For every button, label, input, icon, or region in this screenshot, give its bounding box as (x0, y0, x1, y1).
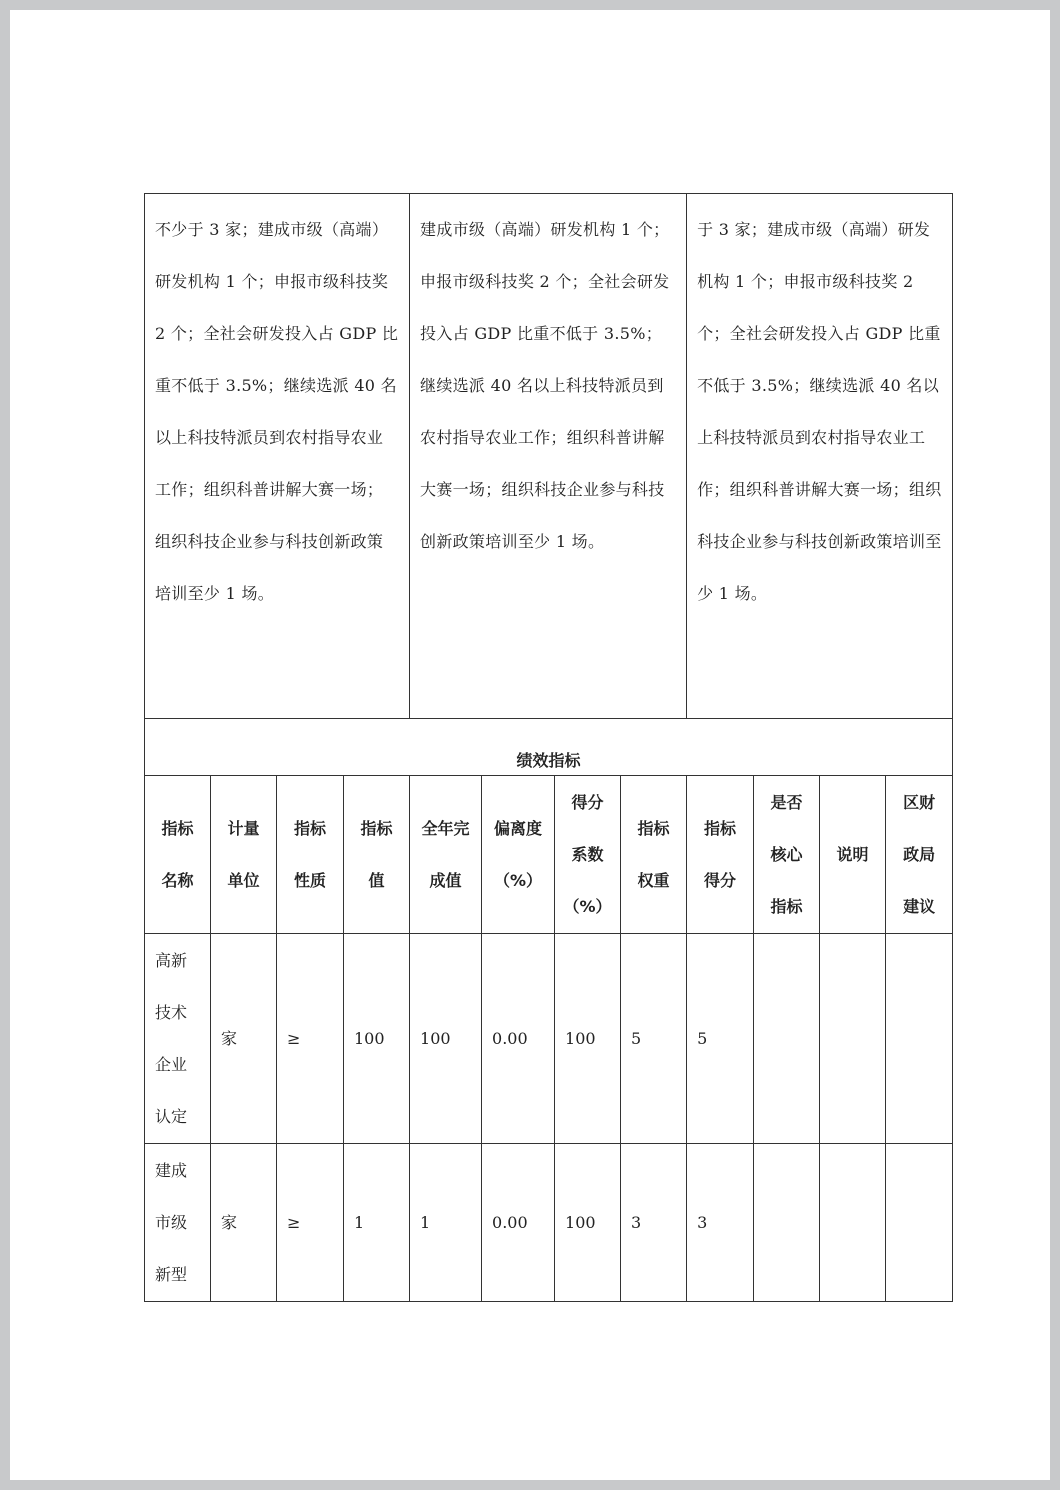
unit-cell: 家 (211, 1144, 277, 1302)
coef-cell: 100 (555, 934, 621, 1144)
column-header-line: 政局 (903, 844, 936, 864)
score-cell: 5 (687, 934, 754, 1144)
column-header (344, 776, 410, 934)
column-header-line: 偏离度 (494, 818, 543, 838)
column-header-line: 成值 (429, 870, 462, 890)
column-header-line: 得分 (571, 792, 604, 812)
target-cell: 1 (344, 1144, 410, 1302)
column-header-line: 指标 (770, 896, 803, 916)
column-header-line: 名称 (161, 870, 194, 890)
deviation-cell: 0.00 (482, 934, 555, 1144)
column-header-line: 指标 (360, 818, 393, 838)
weight-cell: 5 (621, 934, 687, 1144)
description-cell-2: 建成市级（高端）研发机构 1 个；申报市级科技奖 2 个；全社会研发投入占 GDP 比重不低于 3.5%；继续选派 40 名以上科技特派员到农村指导农业工作；组织科普讲解大赛一场；组织科技企业参与科技创新政策培训至少 1 场。 (410, 194, 687, 719)
deviation-cell: 0.00 (482, 1144, 555, 1302)
score-cell: 3 (687, 1144, 754, 1302)
coef-cell: 100 (555, 1144, 621, 1302)
column-header-line: 得分 (704, 870, 737, 890)
table-row (145, 934, 953, 1144)
column-header (555, 776, 621, 934)
indicator-name-line: 高新 (155, 950, 188, 970)
actual-cell: 1 (410, 1144, 482, 1302)
column-header (820, 776, 886, 934)
column-header-line: 指标 (293, 818, 326, 838)
weight-cell: 3 (621, 1144, 687, 1302)
performance-table (144, 193, 953, 1302)
indicator-name-line: 企业 (155, 1054, 188, 1074)
indicator-name-cell (145, 934, 211, 1144)
column-header-line: 指标 (637, 818, 670, 838)
section-title: 绩效指标 (145, 719, 953, 776)
document-page (10, 10, 1050, 1480)
nature-cell: ≥ (277, 1144, 344, 1302)
column-header (886, 776, 953, 934)
column-header-line: 单位 (227, 870, 260, 890)
core-cell (754, 1144, 820, 1302)
target-cell: 100 (344, 934, 410, 1144)
indicator-name-line: 新型 (155, 1264, 188, 1284)
indicator-name-line: 技术 (155, 1002, 188, 1022)
advice-cell (886, 1144, 953, 1302)
description-row (145, 194, 953, 719)
note-cell (820, 934, 886, 1144)
note-cell (820, 1144, 886, 1302)
column-header-line: （%） (494, 870, 543, 890)
header-row (145, 776, 953, 934)
column-header-line: 计量 (227, 818, 260, 838)
nature-cell: ≥ (277, 934, 344, 1144)
table-row (145, 1144, 953, 1302)
column-header-line: 核心 (770, 844, 803, 864)
column-header (482, 776, 555, 934)
description-cell-3: 于 3 家；建成市级（高端）研发机构 1 个；申报市级科技奖 2 个；全社会研发投入占 GDP 比重不低于 3.5%；继续选派 40 名以上科技特派员到农村指导农业工作；组织科普讲解大赛一场；组织科技企业参与科技创新政策培训至少 1 场。 (687, 194, 953, 719)
column-header (754, 776, 820, 934)
indicator-name-line: 市级 (155, 1212, 188, 1232)
column-header-line: 指标 (704, 818, 737, 838)
column-header-line: 全年完 (421, 818, 470, 838)
column-header (687, 776, 754, 934)
column-header-line: 权重 (637, 870, 670, 890)
actual-cell: 100 (410, 934, 482, 1144)
core-cell (754, 934, 820, 1144)
column-header (277, 776, 344, 934)
column-header-line: 建议 (903, 896, 936, 916)
column-header-line: 系数 (571, 844, 604, 864)
column-header-line: 说明 (836, 844, 869, 864)
indicator-name-cell (145, 1144, 211, 1302)
column-header (410, 776, 482, 934)
column-header (621, 776, 687, 934)
column-header-line: 指标 (161, 818, 194, 838)
column-header (145, 776, 211, 934)
column-header-line: （%） (563, 896, 612, 916)
column-header-line: 性质 (293, 870, 326, 890)
indicator-name-line: 建成 (155, 1160, 188, 1180)
column-header-line: 是否 (770, 792, 803, 812)
column-header-line: 值 (368, 870, 385, 890)
column-header-line: 区财 (903, 792, 936, 812)
description-cell-1: 不少于 3 家；建成市级（高端）研发机构 1 个；申报市级科技奖 2 个；全社会研发投入占 GDP 比重不低于 3.5%；继续选派 40 名以上科技特派员到农村指导农业工作；组织科普讲解大赛一场；组织科技企业参与科技创新政策培训至少 1 场。 (145, 194, 410, 719)
indicator-name-line: 认定 (155, 1106, 188, 1126)
unit-cell: 家 (211, 934, 277, 1144)
section-title-row (145, 719, 953, 776)
advice-cell (886, 934, 953, 1144)
column-header (211, 776, 277, 934)
